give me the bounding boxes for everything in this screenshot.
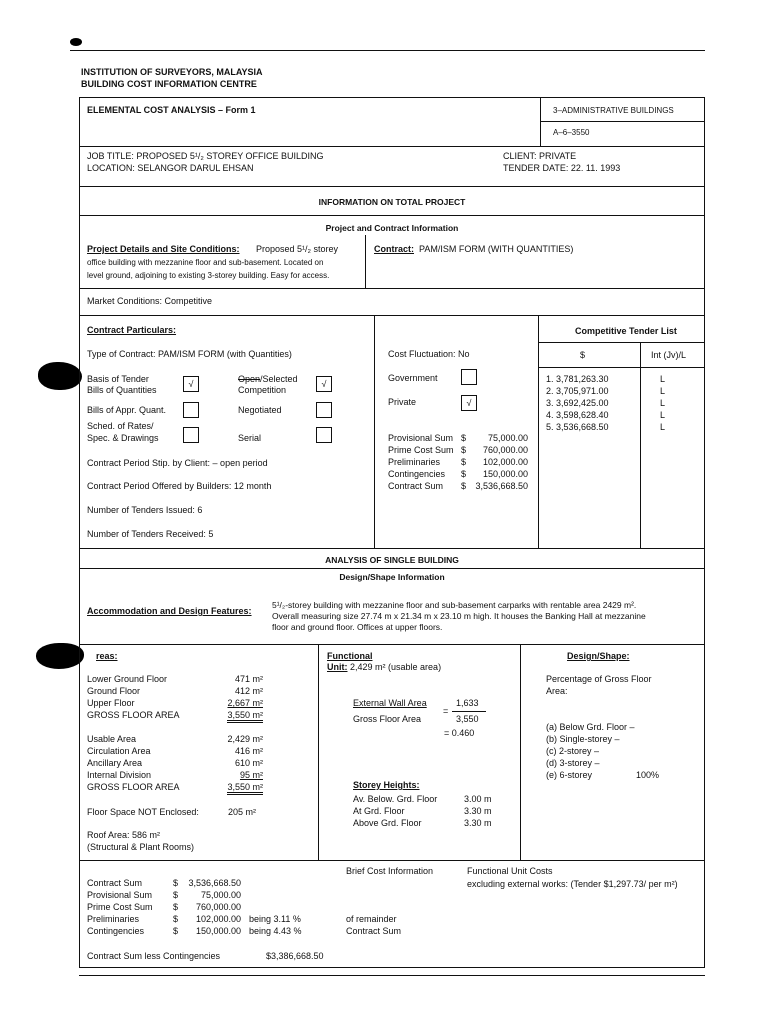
tender-value: 5. 3,536,668.50	[546, 422, 609, 432]
brief-currency: $	[173, 926, 179, 936]
brief-label: Contingencies	[87, 926, 145, 936]
rule-6	[79, 548, 705, 549]
sum-value: 102,000.00	[482, 457, 528, 467]
info-total-heading: INFORMATION ON TOTAL PROJECT	[318, 197, 466, 207]
remainder-contract-sum: Contract Sum	[346, 926, 402, 936]
design-shape-item-e: (e) 6-storey	[546, 770, 593, 780]
contract-particulars-heading: Contract Particulars:	[87, 325, 177, 335]
rule-4	[79, 288, 705, 289]
brief-row	[87, 890, 327, 902]
area-label: Ancillary Area	[87, 758, 143, 768]
brief-label: Preliminaries	[87, 914, 140, 924]
storey-label: Above Grd. Floor	[353, 818, 422, 828]
of-remainder: of remainder	[346, 914, 397, 924]
storey-label: At Grd. Floor	[353, 806, 405, 816]
accommodation-text-1: 5¹/₂-storey building with mezzanine floor and sub-basement carparks with rentable area 2429 m².	[272, 600, 637, 610]
government-checkbox[interactable]	[461, 369, 477, 385]
design-shape-item: (b) Single-storey –	[546, 734, 620, 744]
sum-row	[388, 469, 528, 481]
tender-list-header-rule	[538, 367, 705, 368]
sum-currency: $	[461, 457, 467, 467]
reference-code: A–6–3550	[553, 128, 590, 137]
area-value: 3,550 m²	[227, 710, 263, 723]
storey-value: 3.00 m	[464, 794, 492, 804]
tenders-issued: Number of Tenders Issued: 6	[87, 505, 203, 515]
project-details-text-1: Proposed 5¹/₂ storey	[256, 244, 339, 254]
area-row	[87, 758, 267, 770]
storey-row	[353, 818, 513, 830]
area-value: 610 m²	[234, 758, 263, 768]
rule-8	[79, 644, 705, 645]
serial-checkbox[interactable]	[316, 427, 332, 443]
cost-fluctuation: Cost Fluctuation: No	[388, 349, 470, 359]
sum-row	[388, 457, 528, 469]
area-row	[87, 674, 267, 686]
area-row	[87, 770, 267, 782]
sched-of-rates: Sched. of Rates/	[87, 421, 154, 431]
rule-2	[79, 186, 705, 187]
ratio-denominator: 3,550	[456, 714, 479, 724]
spec-drawings: Spec. & Drawings	[87, 433, 159, 443]
tender-row	[546, 374, 676, 386]
area-label: Upper Floor	[87, 698, 135, 708]
not-enclosed-label: Floor Space NOT Enclosed:	[87, 807, 199, 817]
area-value: 471 m²	[234, 674, 263, 684]
accommodation-label: Accommodation and Design Features:	[87, 606, 252, 616]
sum-label: Provisional Sum	[388, 433, 454, 443]
brief-currency: $	[173, 878, 179, 888]
tender-row	[546, 422, 676, 434]
sums-list	[388, 433, 528, 493]
sum-row	[388, 481, 528, 493]
basis-of-tender: Basis of Tender	[87, 374, 149, 384]
competition-label: Competition	[238, 385, 287, 395]
bills-appr-quant-checkbox[interactable]	[183, 402, 199, 418]
roof-area-note: (Structural & Plant Rooms)	[87, 842, 195, 852]
areas-divider-2	[520, 644, 521, 860]
bills-of-quantities-checkbox[interactable]: √	[183, 376, 199, 392]
brief-row	[87, 878, 327, 890]
tender-date: TENDER DATE: 22. 11. 1993	[503, 163, 621, 173]
sum-currency: $	[461, 445, 467, 455]
area-value: 416 m²	[234, 746, 263, 756]
analysis-heading: ANALYSIS OF SINGLE BUILDING	[325, 555, 459, 565]
sum-label: Contract Sum	[388, 481, 444, 491]
particulars-divider-1	[374, 315, 375, 548]
storey-list	[353, 794, 513, 830]
tenders-received: Number of Tenders Received: 5	[87, 529, 214, 539]
unit-label: Unit:	[327, 662, 348, 672]
design-shape-heading: Design/Shape:	[567, 651, 630, 661]
tender-col-dollar: $	[580, 350, 586, 360]
job-location: LOCATION: SELANGOR DARUL EHSAN	[87, 163, 254, 173]
form-title: ELEMENTAL COST ANALYSIS – Form 1	[87, 105, 256, 115]
brief-label: Provisional Sum	[87, 890, 153, 900]
scan-smudge-left-2	[36, 643, 84, 669]
design-shape-item: (c) 2-storey –	[546, 746, 600, 756]
serial-label: Serial	[238, 433, 262, 443]
ratio-equals: =	[443, 706, 449, 716]
unit-value: 2,429 m² (usable area)	[350, 662, 442, 672]
areas-list-2	[87, 734, 267, 794]
sched-of-rates-checkbox[interactable]	[183, 427, 199, 443]
brief-value: 150,000.00	[195, 926, 241, 936]
government-label: Government	[388, 373, 438, 383]
design-shape-subheading: Design/Shape Information	[339, 572, 445, 582]
tender-value: 1. 3,781,263.30	[546, 374, 609, 384]
contract-period-client: Contract Period Stip. by Client: – open period	[87, 458, 268, 468]
external-wall-area: External Wall Area	[353, 698, 427, 708]
brief-currency: $	[173, 914, 179, 924]
negotiated-label: Negotiated	[238, 405, 282, 415]
brief-note: being 4.43 %	[249, 926, 302, 936]
sum-value: 150,000.00	[482, 469, 528, 479]
areas-heading: reas:	[96, 651, 118, 661]
tender-flag: L	[660, 374, 666, 384]
area-row	[87, 734, 267, 746]
sum-currency: $	[461, 469, 467, 479]
contract-sum-less-value: $3,386,668.50	[266, 951, 324, 961]
market-conditions: Market Conditions: Competitive	[87, 296, 213, 306]
particulars-divider-3	[640, 342, 641, 548]
functional-unit	[327, 662, 441, 672]
percentage-label-2: Area:	[546, 686, 568, 696]
tender-value: 2. 3,705,971.00	[546, 386, 609, 396]
contract-period-builders: Contract Period Offered by Builders: 12 month	[87, 481, 272, 491]
area-label: Lower Ground Floor	[87, 674, 168, 684]
project-details-text-3: level ground, adjoining to existing 3-storey building. Easy for access.	[87, 271, 330, 280]
gross-floor-area-label: Gross Floor Area	[353, 714, 422, 724]
tender-flag: L	[660, 386, 666, 396]
accommodation-text-2: Overall measuring size 27.74 m x 21.34 m x 23.10 m high. It houses the Banking Hall at mezzanine	[272, 611, 646, 621]
brief-cost-label: Brief Cost Information	[346, 866, 434, 876]
storey-row	[353, 806, 513, 818]
sum-label: Preliminaries	[388, 457, 441, 467]
tender-value: 3. 3,692,425.00	[546, 398, 609, 408]
brief-row	[87, 926, 327, 938]
area-row	[87, 686, 267, 698]
project-contract-subheading: Project and Contract Information	[325, 223, 459, 233]
design-shape-list	[546, 722, 696, 782]
category-inner-rule	[540, 121, 705, 122]
brief-row	[87, 902, 327, 914]
rule-7	[79, 568, 705, 569]
brief-label: Contract Sum	[87, 878, 143, 888]
contract-label: Contract:	[374, 244, 414, 254]
sum-currency: $	[461, 481, 467, 491]
negotiated-checkbox[interactable]	[316, 402, 332, 418]
sum-row	[388, 433, 528, 445]
design-shape-item-e-value: 100%	[636, 770, 660, 780]
contract-text: PAM/ISM FORM (WITH QUANTITIES)	[419, 244, 574, 254]
area-row	[87, 710, 267, 722]
area-value: 2,667 m²	[227, 698, 263, 708]
area-value: 3,550 m²	[227, 782, 263, 795]
institution-name: INSTITUTION OF SURVEYORS, MALAYSIA	[81, 67, 263, 77]
tender-rows	[546, 374, 676, 434]
building-category: 3–ADMINISTRATIVE BUILDINGS	[553, 106, 674, 115]
bottom-rule	[79, 975, 705, 976]
brief-value: 760,000.00	[195, 902, 241, 912]
tender-flag: L	[660, 398, 666, 408]
excluding-external-works: excluding external works: (Tender $1,297.73/ per m²)	[467, 879, 678, 889]
rule-1	[79, 146, 705, 147]
top-rule	[70, 50, 705, 51]
area-row	[87, 746, 267, 758]
scan-smudge-top	[70, 38, 82, 46]
sum-value: 75,000.00	[487, 433, 528, 443]
design-shape-item	[546, 770, 696, 782]
area-label: Internal Division	[87, 770, 152, 780]
centre-name: BUILDING COST INFORMATION CENTRE	[81, 79, 257, 89]
job-title: JOB TITLE: PROPOSED 5¹/₂ STOREY OFFICE BUILDING	[87, 151, 324, 161]
areas-divider-1	[318, 644, 319, 860]
ratio-bar	[452, 711, 486, 712]
sum-label: Prime Cost Sum	[388, 445, 454, 455]
storey-value: 3.30 m	[464, 818, 492, 828]
not-enclosed-value: 205 m²	[228, 807, 257, 817]
sum-value: 3,536,668.50	[475, 481, 528, 491]
area-label: Usable Area	[87, 734, 137, 744]
brief-label: Prime Cost Sum	[87, 902, 153, 912]
percentage-label-1: Percentage of Gross Floor	[546, 674, 652, 684]
contract-type: Type of Contract: PAM/ISM FORM (with Quantities)	[87, 349, 292, 359]
sum-row	[388, 445, 528, 457]
area-label: Ground Floor	[87, 686, 141, 696]
brief-currency: $	[173, 890, 179, 900]
brief-note: being 3.11 %	[249, 914, 301, 924]
brief-value: 3,536,668.50	[188, 878, 241, 888]
contract-divider	[365, 235, 366, 288]
area-row	[87, 782, 267, 794]
area-value: 95 m²	[239, 770, 263, 780]
area-label: GROSS FLOOR AREA	[87, 782, 180, 792]
area-value: 412 m²	[234, 686, 263, 696]
ratio-numerator: 1,633	[456, 698, 479, 708]
project-details-text-2: office building with mezzanine floor and sub-basement. Located on	[87, 258, 324, 267]
open-selected-label	[238, 374, 298, 384]
tender-row	[546, 410, 676, 422]
area-value: 2,429 m²	[227, 734, 263, 744]
private-label: Private	[388, 397, 417, 407]
rule-3	[79, 215, 705, 216]
accommodation-text-3: floor and ground floor. Offices at upper floors.	[272, 622, 443, 632]
sum-label: Contingencies	[388, 469, 446, 479]
tender-row	[546, 398, 676, 410]
storey-heights-heading: Storey Heights:	[353, 780, 420, 790]
bills-appr-quant: Bills of Appr. Quant.	[87, 405, 167, 415]
rule-5	[79, 315, 705, 316]
tender-value: 4. 3,598,628.40	[546, 410, 609, 420]
category-divider	[540, 98, 541, 146]
competition-checkbox[interactable]: √	[316, 376, 332, 392]
roof-area: Roof Area: 586 m²	[87, 830, 161, 840]
tender-flag: L	[660, 422, 666, 432]
particulars-divider-2	[538, 315, 539, 548]
area-row	[87, 698, 267, 710]
brief-value: 102,000.00	[195, 914, 241, 924]
brief-currency: $	[173, 902, 179, 912]
sum-value: 760,000.00	[482, 445, 528, 455]
tender-list-rule	[538, 342, 705, 343]
ratio-result: = 0.460	[444, 728, 475, 738]
client: CLIENT: PRIVATE	[503, 151, 577, 161]
open-struck: Open	[238, 374, 261, 384]
area-label: Circulation Area	[87, 746, 151, 756]
design-shape-item: (a) Below Grd. Floor –	[546, 722, 635, 732]
project-details-label: Project Details and Site Conditions:	[87, 244, 240, 254]
storey-row	[353, 794, 513, 806]
contract-sum-less-contingencies: Contract Sum less Contingencies	[87, 951, 221, 961]
design-shape-item: (d) 3-storey –	[546, 758, 600, 768]
brief-row	[87, 914, 327, 926]
areas-list-1	[87, 674, 267, 722]
tender-row	[546, 386, 676, 398]
tender-list-heading: Competitive Tender List	[575, 326, 677, 336]
tender-col-int: Int (Jv)/L	[651, 350, 687, 360]
sum-currency: $	[461, 433, 467, 443]
functional-unit-costs: Functional Unit Costs	[467, 866, 553, 876]
private-checkbox[interactable]: √	[461, 395, 477, 411]
storey-label: Av. Below. Grd. Floor	[353, 794, 438, 804]
scan-smudge-left-1	[38, 362, 82, 390]
brief-rows	[87, 878, 327, 938]
functional-heading: Functional	[327, 651, 373, 661]
selected-label: /Selected	[260, 374, 298, 384]
bills-of-quantities: Bills of Quantities	[87, 385, 157, 395]
brief-value: 75,000.00	[200, 890, 241, 900]
rule-9	[79, 860, 705, 861]
tender-flag: L	[660, 410, 666, 420]
area-label: GROSS FLOOR AREA	[87, 710, 180, 720]
storey-value: 3.30 m	[464, 806, 492, 816]
